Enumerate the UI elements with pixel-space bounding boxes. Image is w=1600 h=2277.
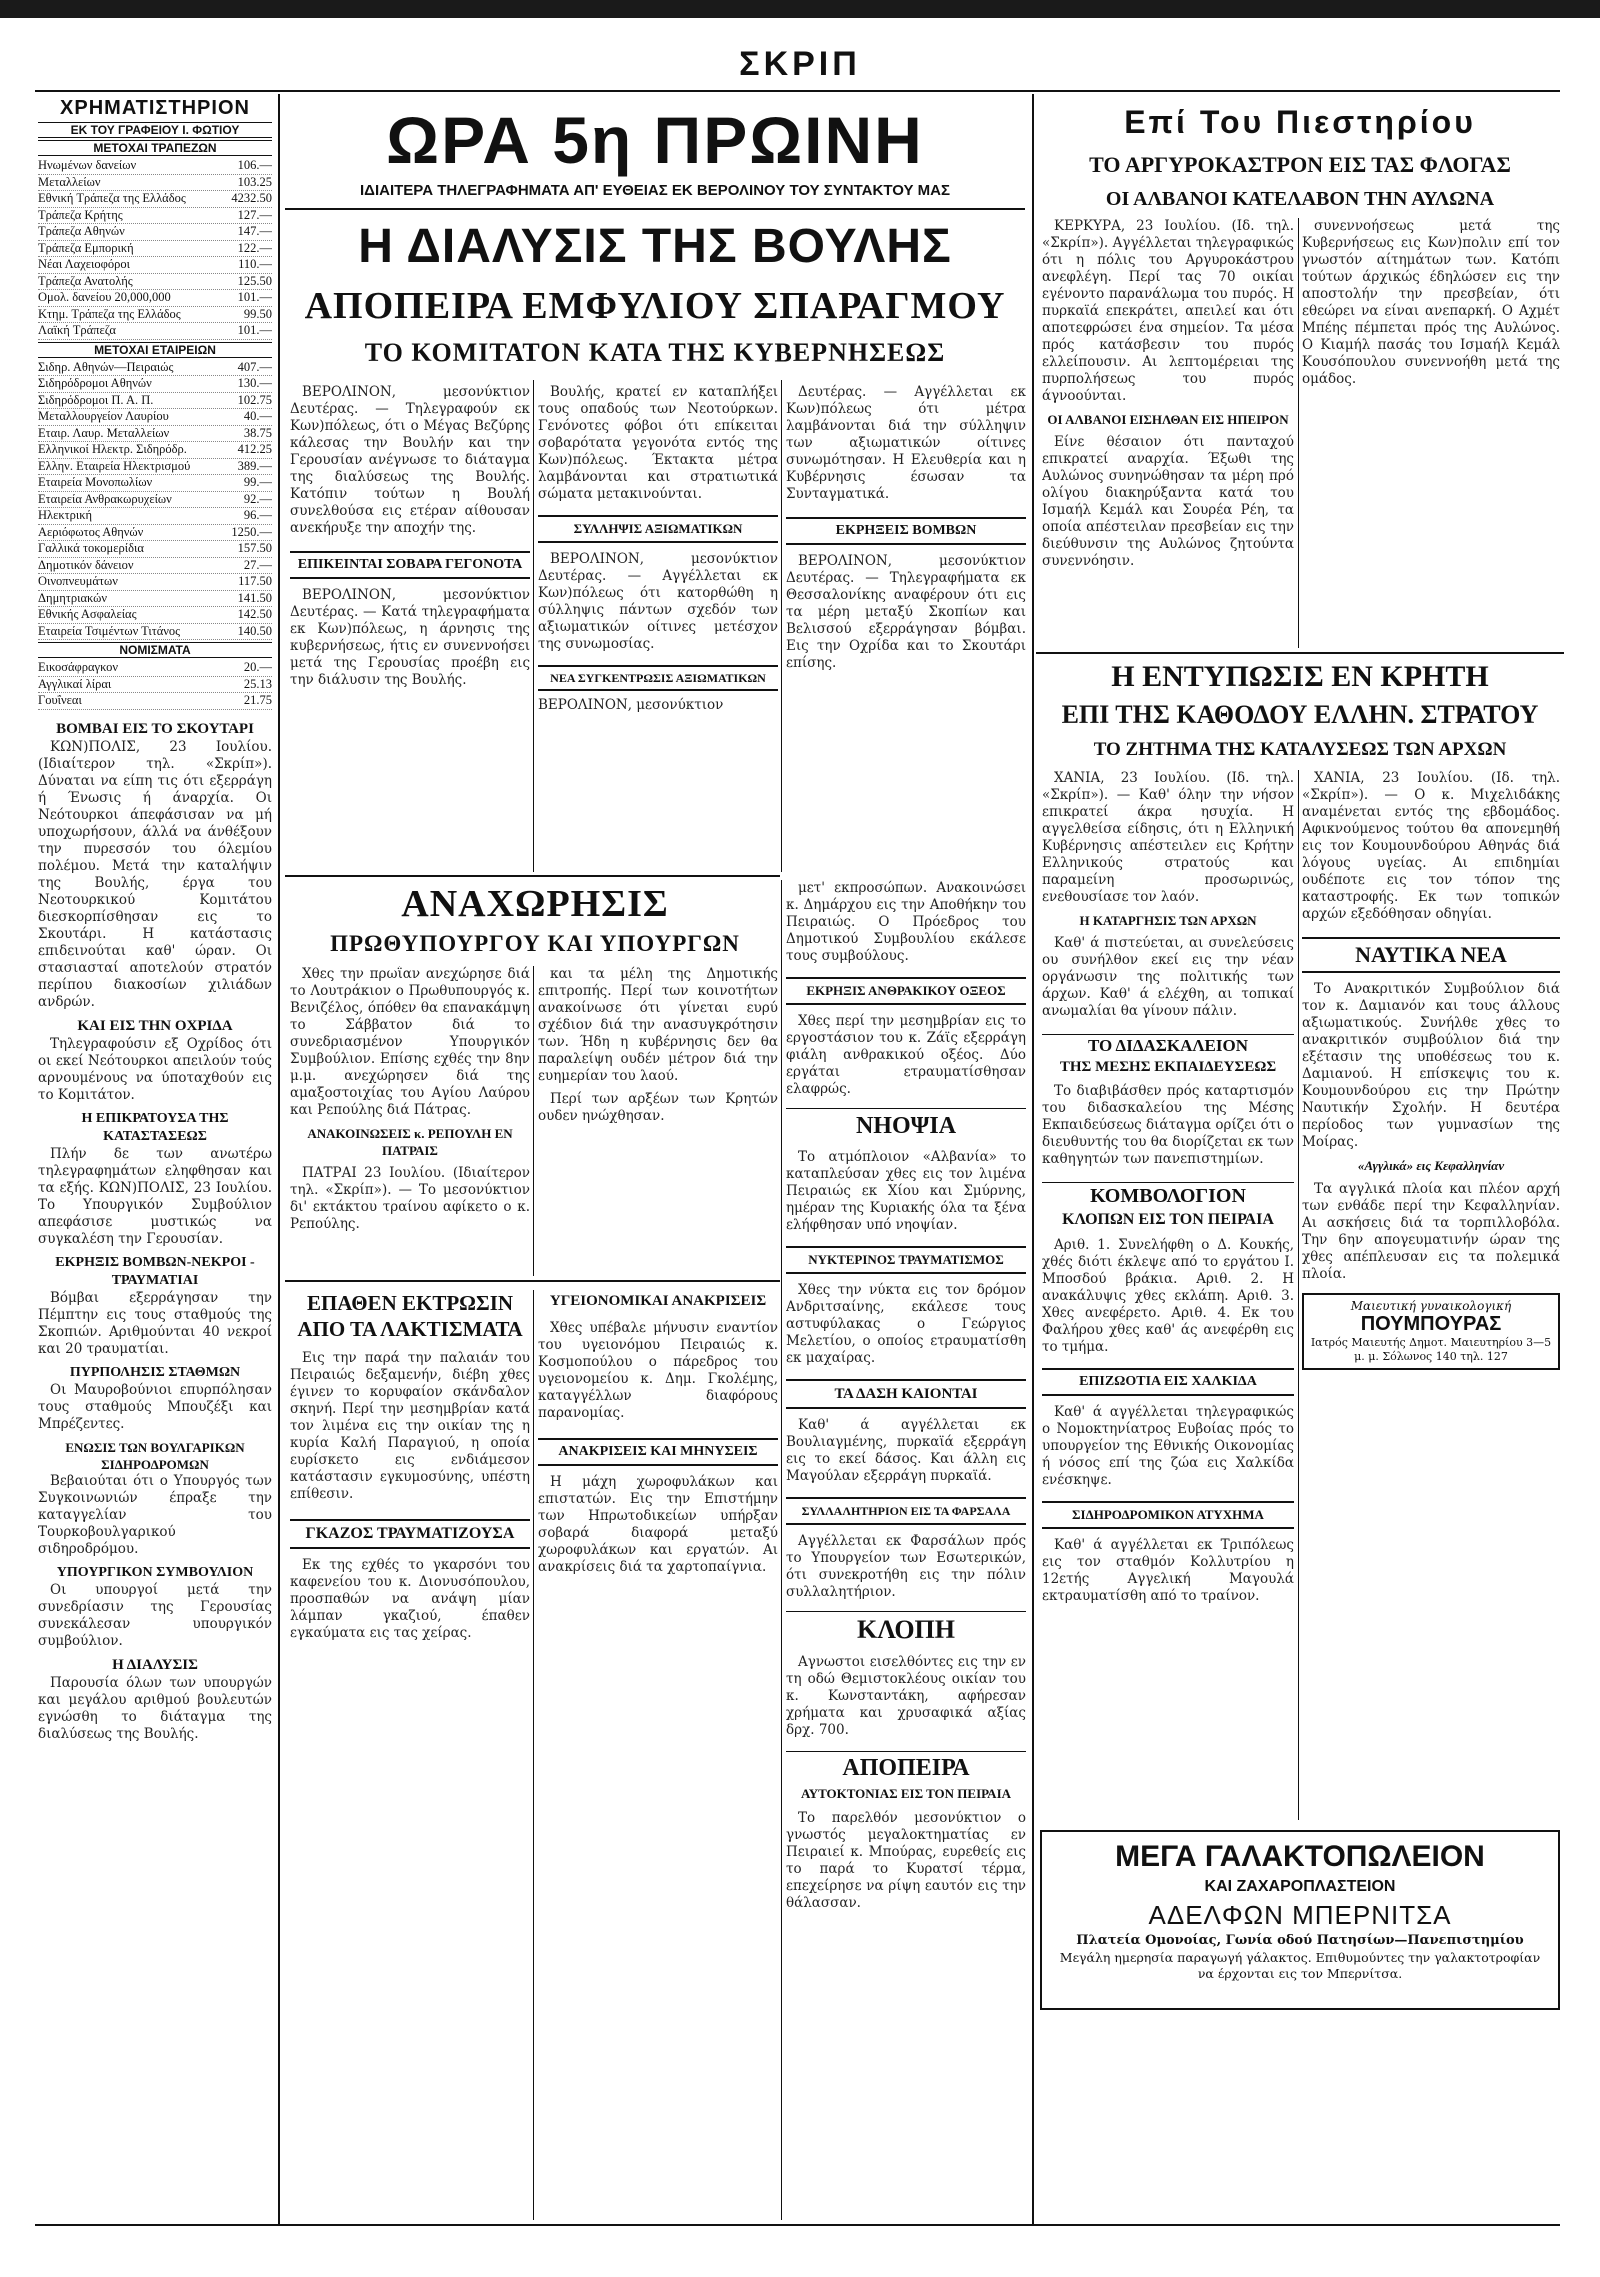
stock-row bbox=[38, 492, 272, 509]
center-col-2 bbox=[538, 384, 778, 872]
stock-row bbox=[38, 442, 272, 459]
stock-name: Μεταλλείων bbox=[38, 174, 101, 189]
albanians-heading: ΟΙ ΑΛΒΑΝΟΙ ΚΑΤΕΛΑΒΟΝ ΤΗΝ ΑΥΛΩΝΑ bbox=[1105, 188, 1495, 210]
col-rule-r2 bbox=[1298, 770, 1299, 1820]
night-injury-heading: ΝΥΚΤΕΡΙΝΟΣ ΤΡΑΥΜΑΤΙΣΜΟΣ bbox=[786, 1246, 1026, 1274]
explosions-text: Βόμβαι εξερράγησαν την Πέμπτην εις τους σταθμούς της Σκοπιών. Αριθμούνται 40 νεκροί και 20 τραυματίαι. bbox=[38, 1289, 272, 1357]
stock-name: Ηνωμένων δανείων bbox=[38, 158, 137, 172]
stock-row bbox=[38, 475, 272, 492]
dairy-ad-text: Μεγάλη ημερησία παραγωγή γάλακτος. Επιθυμούντες την γαλακτοτροφίαν να έρχονται εις τον Μπερνίτσα. bbox=[1059, 1950, 1541, 1981]
stock-price: 1250.— bbox=[231, 524, 272, 539]
stock-name: Δημοτικόν δάνειον bbox=[38, 557, 134, 572]
stock-name: Εθνική Τράπεζα της Ελλάδος bbox=[38, 191, 186, 205]
rosary-heading-2: ΚΛΟΠΩΝ ΕΙΣ ΤΟΝ ΠΕΙΡΑΙΑ bbox=[1062, 1211, 1274, 1228]
stock-row bbox=[38, 360, 272, 377]
masthead-rule bbox=[35, 90, 1560, 92]
masthead-bar bbox=[0, 0, 1600, 18]
stock-name: Σιδηρόδρομοι Αθηνών bbox=[38, 376, 152, 390]
headline-committee: ΤΟ ΚΟΜΙΤΑΤΟΝ ΚΑΤΑ ΤΗΣ ΚΥΒΕΡΝΗΣΕΩΣ bbox=[364, 338, 946, 367]
officers-arrest-heading: ΣΥΛΛΗΨΙΣ ΑΞΙΩΜΑΤΙΚΩΝ bbox=[538, 515, 778, 543]
banks-list bbox=[38, 158, 272, 340]
stock-name: Εικοσάφραγκον bbox=[38, 660, 119, 674]
naval-subheading: «Αγγλικά» εις Κεφαλληνίαν bbox=[1357, 1158, 1505, 1173]
stock-price: 99.50 bbox=[243, 306, 272, 321]
banks-head: ΜΕΤΟΧΑΙ ΤΡΑΠΕΖΩΝ bbox=[38, 140, 272, 156]
stock-price: 127.— bbox=[237, 207, 272, 222]
naval-news-text: Το Ανακριτικόν Συμβούλιον διά τον κ. Δαμιανόν και τους άλλους αξιωματικούς. Συνήλθε χθες το ανακριτικόν συμβούλιον διά την εξέτασιν της υποθέσεως του κ. Δαμιανού. Η επίσκεψις του κ. Κουμουνδούρου εις την Πρώτην Ναυτικήν Σχολήν. Η δευτέρα περίοδος των γυμνασίων της Μοίρας. bbox=[1302, 981, 1560, 1150]
albanians-entered-text: Είνε θέσαιον ότι πανταχού επικρατεί αναρχία. Έξωθι της Αυλώνος συνηνώθησαν τα μέρη πρό ολίγου διακηρύξαντα κατά του Ισμαήλ Κεμάλ και Σουρέα Ρέη, τα οποία απέστειλαν πρεσβείαν εις την διεύθυνσιν της Αυλώνος ζητούντα συνεννόησιν. bbox=[1042, 434, 1294, 569]
lower-center-col-3 bbox=[786, 880, 1026, 2220]
gas-injury-text: Εκ της εχθές το γκαρσόνι του καφενείου του κ. Διονυσόπουλου, προσπαθών να ανάψη μίαν λάμπαν γκαζιού, έπαθεν εγκαύματα εις τας χείρας. bbox=[290, 1557, 530, 1641]
stock-name: Τράπεζα Κρήτης bbox=[38, 207, 123, 222]
night-injury-text: Χθες την νύκτα εις τον δρόμον Ανδριτσαίνης, εκάλεσε τους αστυφύλακας ο Γεώργιος Μελετίου, ο οποίος ετραυματίσθη εκ μαχαίρας. bbox=[786, 1282, 1026, 1366]
epizootic-heading: ΕΠΙΖΩΟΤΙΑ ΕΙΣ ΧΑΛΚΙΔΑ bbox=[1042, 1368, 1294, 1396]
rally-heading: ΣΥΛΛΑΛΗΤΗΡΙΟΝ ΕΙΣ ΤΑ ΦΑΡΣΑΛΑ bbox=[786, 1497, 1026, 1525]
stock-name: Γουΐνεαι bbox=[38, 693, 82, 707]
stock-row bbox=[38, 224, 272, 241]
stock-price: 147.— bbox=[237, 224, 272, 238]
theft-text: Αγνωστοι εισελθόντες εις την εν τη οδώ Θεμιστοκλέους οικίαν του κ. Κωνσταντάκη, αφήρεσαν χρήματα και χρυσαφικά αξίας δρχ. 700. bbox=[786, 1654, 1026, 1738]
rosary-text: Αριθ. 1. Συνελήφθη ο Δ. Κουκής, χθές διότι έκλεψε από το εργάτου Ι. Μποσδού βράκια. Αριθ. 2. Η ανακάλυψις χθες εκλάπη. Αριθ. 3. Χθες ανεφέρετο. Αριθ. 4. Εκ του Φαλήρου χθες καθ' άς ανεφέρθη εις το τμήμα. bbox=[1042, 1237, 1294, 1355]
doctor-ad-address: Ιατρός Μαιευτής Δημοτ. Μαιευτηρίου 3—5 μ. μ. Σόλωνος 140 τηλ. 127 bbox=[1310, 1336, 1552, 1363]
seminary-heading-1: ΤΟ ΔΙΔΑΣΚΑΛΕΙΟΝ bbox=[1042, 1034, 1294, 1057]
stock-price: 130.— bbox=[237, 376, 272, 390]
stations-text: Οι Μαυροβούνιοι επυρπόλησαν τους σταθμούς Μπουζέξι και Μπρέζεντες. bbox=[38, 1381, 272, 1432]
headline-civil-strife: ΑΠΟΠΕΙΡΑ ΕΜΦΥΛΙΟΥ ΣΠΑΡΑΓΜΟΥ bbox=[304, 285, 1006, 327]
masthead-title: ΣΚΡΙΠ bbox=[739, 45, 861, 83]
argyrokastro-heading: ΤΟ ΑΡΓΥΡΟΚΑΣΤΡΟΝ ΕΙΣ ΤΑΣ ΦΛΟΓΑΣ bbox=[1089, 152, 1511, 177]
stock-price: 38.75 bbox=[243, 425, 272, 440]
train-accident-heading: ΣΙΔΗΡΟΔΡΟΜΙΚΟΝ ΑΤΥΧΗΜΑ bbox=[1042, 1501, 1294, 1529]
dairy-ad-subtitle: ΚΑΙ ΖΑΧΑΡΟΠΛΑΣΤΕΙΟΝ bbox=[1204, 1878, 1396, 1895]
lower-center-col-1 bbox=[290, 1290, 530, 2220]
col-rule-c5 bbox=[781, 880, 782, 2220]
fears-text: Βουλής, κρατεί εν καταπλήξει τους οπαδούς των Νεοτούρκων. Γενόνοτες φόβοι ότι επίκειται σοβαρότατα γεγονότα εντός της Κων)πόλεως. Έκτακτα μέτρα λαμβάνονται και στρατιωτικά σώματα μετακινούνται. bbox=[538, 384, 778, 502]
serious-events-heading: ΕΠΙΚΕΙΝΤΑΙ ΣΟΒΑΡΑ ΓΕΓΟΝΟΤΑ bbox=[290, 551, 530, 579]
stock-name: Εθνικής Ασφαλείας bbox=[38, 607, 137, 621]
crete-col-2 bbox=[1302, 770, 1560, 1820]
dairy-ad-title: ΜΕΓΑ ΓΑΛΑΚΤΟΠΩΛΕΙΟΝ bbox=[1115, 1840, 1485, 1873]
situation-heading: Η ΕΠΙΚΡΑΤΟΥΣΑ ΤΗΣ ΚΑΤΑΣΤΑΣΕΩΣ bbox=[81, 1110, 229, 1144]
stock-name: Τράπεζα Ανατολής bbox=[38, 273, 133, 288]
stock-row bbox=[38, 426, 272, 443]
stock-price: 101.— bbox=[237, 323, 272, 337]
stock-name: Νέαι Λαχειοφόροι bbox=[38, 257, 130, 271]
doctor-ad-name: ΠΟΥΜΠΟΥΡΑΣ bbox=[1360, 1313, 1502, 1335]
exchange-title: ΧΡΗΜΑΤΙΣΤΗΡΙΟΝ bbox=[60, 97, 250, 119]
stock-price: 99.— bbox=[243, 475, 272, 489]
stock-price: 102.75 bbox=[237, 392, 272, 407]
departures-col-2 bbox=[538, 966, 778, 1276]
center-col-1 bbox=[290, 384, 530, 872]
explosion-acid-text: Χθες περί την μεσημβρίαν εις το εργοστάσιον του κ. Ζάϊς εξερράγη φιάλη ανθρακικού οξέος. Δύο εργάται ετραυματίσθησαν ελαφρώς. bbox=[786, 1013, 1026, 1097]
serious-events-text: ΒΕΡΟΛΙΝΟΝ, μεσονύκτιον Δευτέρας. — Κατά τηλεγραφήματα εκ Κων)πόλεως, η άρνησις της κυβερνήσεως, ήτις εν συνεννοήσει μετά της Γερουσίας προέβη εις την διάλυσιν της Βουλής. bbox=[290, 587, 530, 688]
departures-text: Χθες την πρωΐαν ανεχώρησε διά το Λουτράκιον ο Πρωθυπουργός κ. Βενιζέλος, όπόθεν θα επανακάμψη το Σάββατον διά το συνεδριασμένον Υπουργικόν Συμβούλιον. Επίσης εχθές την 8ην μ.μ. ανεχώρησεν διά της αμαξοστοιχίας του Αγίου Λαύρου και Ρεπούλης διά Πάτρας. bbox=[290, 966, 530, 1118]
stock-name: Εταιρεία Μονοπωλίων bbox=[38, 475, 153, 489]
crete-heading-1: Η ΕΝΤΥΠΩΣΙΣ ΕΝ ΚΡΗΤΗ bbox=[1111, 660, 1489, 693]
forest-fire-heading: ΤΑ ΔΑΣΗ ΚΑΙΟΝΤΑΙ bbox=[786, 1379, 1026, 1409]
stock-price: 122.— bbox=[237, 240, 272, 255]
new-gathering-text: ΒΕΡΟΛΙΝΟΝ, μεσονύκτιον bbox=[538, 697, 724, 713]
stock-price: 103.25 bbox=[237, 174, 272, 189]
companies-head: ΜΕΤΟΧΑΙ ΕΤΑΙΡΕΙΩΝ bbox=[38, 342, 272, 358]
stock-price: 4232.50 bbox=[231, 191, 272, 205]
companies-list bbox=[38, 360, 272, 641]
stock-row bbox=[38, 660, 272, 677]
crete-text: ΧΑΝΙΑ, 23 Ιουλίου. (Ιδ. τηλ. «Σκρίπ»). — Καθ' όλην την νήσον επικρατεί άκρα ησυχία. Η αγγελθείσα είδησις, ότι η Ελληνική Κυβέρνησις απέστειλεν εις Κρήτην Ελληνικούς στρατούς και παραμείνη προσωρινώς, ενεθουσίασε τον λαόν. bbox=[1042, 770, 1294, 905]
doctor-ad bbox=[1302, 1293, 1560, 1370]
stock-row bbox=[38, 323, 272, 340]
stock-row bbox=[38, 624, 272, 641]
stock-row bbox=[38, 607, 272, 624]
stock-name: Ηλεκτρική bbox=[38, 508, 93, 522]
stock-price: 142.50 bbox=[237, 607, 272, 621]
stock-name: Λαϊκή Τράπεζα bbox=[38, 323, 116, 337]
dairy-ad-address: Πλατεία Ομονοίας, Γωνία οδού Πατησίων—Πανεπιστημίου bbox=[1076, 1933, 1524, 1948]
stock-row bbox=[38, 693, 272, 710]
stock-name: Τράπεζα Αθηνών bbox=[38, 224, 125, 238]
bombs-heading: ΕΚΡΗΞΕΙΣ ΒΟΜΒΩΝ bbox=[786, 517, 1026, 545]
argyrokastro-text-2: συνεννοήσεως μετά της Κυβερνήσεως εις Κων)πολιν επί τον γνωστόν αίτημάτων των. Κατόπι τούτων άρχικώς έδηλώσεν εις την αποστολήν την πρεσβείαν, ότι εθεώρει να είναι ανεπαρκή. Ο Αχμέτ Μπέης πέμπεται πρός της Αυλώνος. Ο Κιαμήλ πασάς του Ισμαήλ Κεμάλ Κουσόπουλου συνεννοήθη μετά της ομάδος. bbox=[1302, 218, 1560, 387]
train-accident-text: Καθ' ά αγγέλλεται εκ Τριπόλεως εις τον σταθμόν Κολλυτρίου η 12ετής Αγγελική Μαγουλά εκτραυματίσθη από το τραίνον. bbox=[1042, 1537, 1294, 1604]
page-bottom-rule bbox=[35, 2224, 1560, 2226]
officers-arrest-text: ΒΕΡΟΛΙΝΟΝ, μεσονύκτιον Δευτέρας. — Αγγέλλεται εκ Κων)πόλεως ότι κατορθώθη η σύλληψις πάντων σχεδόν των αξιωματικών οίτινες μετέσχον της συνωμοσίας. bbox=[538, 551, 778, 652]
stock-price: 92.— bbox=[243, 491, 272, 506]
ship-search-text: Το ατμόπλοιον «Αλβανία» το καταπλεύσαν χθες εις τον λιμένα Πειραιώς εκ Χίου και Σμύρνης, ημέραν της Κυριακής όλα τα ξένα ελήφθησαν υπό νηοψίαν. bbox=[786, 1149, 1026, 1233]
stock-name: Εταιρεία Ανθρακωρυχείων bbox=[38, 491, 172, 506]
dissolution-heading: Η ΔΙΑΛΥΣΙΣ bbox=[112, 1656, 198, 1673]
money-list bbox=[38, 660, 272, 710]
repoulis-heading: ΑΝΑΚΟΙΝΩΣΕΙΣ κ. ΡΕΠΟΥΛΗ ΕΝ ΠΑΤΡΑΙΣ bbox=[307, 1126, 513, 1158]
argyrokastro-text: ΚΕΡΚΥΡΑ, 23 Ιουλίου. (Ιδ. τηλ. «Σκρίπ»). Αγγέλλεται τηλεγραφικώς ότι η πόλις του Αργυροκάστρου ανεφλέγη. Περί τας 70 οικίαι εγένοντο παρανάλωμα του πυρός. Η πυρκαϊά επεκράτει, απειλεί και ότι αποτεφρώσει ένα σημείον. Τα μέσα πρός κατάσβεσιν του πυρός ελλείπουσιν. Αι λεπτομέρειαι της πυρπολήσεως του πυρός άγνοούνται. bbox=[1042, 218, 1294, 404]
stock-row bbox=[38, 274, 272, 291]
stock-row bbox=[38, 376, 272, 393]
attempt-heading-2: ΑΥΤΟΚΤΟΝΙΑΣ ΕΙΣ ΤΟΝ ΠΕΙΡΑΙΑ bbox=[800, 1786, 1012, 1801]
rally-text: Αγγέλλεται εκ Φαρσάλων πρός το Υπουργείον των Εσωτερικών, ότι συνεκροτήθη εις την πόλιν συλλαλητήριον. bbox=[786, 1533, 1026, 1600]
col-rule-c1 bbox=[533, 380, 534, 872]
crete-heading-2: ΕΠΙ ΤΗΣ ΚΑΘΟΔΟΥ ΕΛΛΗΝ. ΣΤΡΑΤΟΥ bbox=[1061, 700, 1539, 729]
stock-price: 412.25 bbox=[237, 442, 272, 456]
money-head: ΝΟΜΙΣΜΑΤΑ bbox=[38, 642, 272, 658]
stock-price: 110.— bbox=[238, 257, 272, 271]
stock-price: 27.— bbox=[243, 557, 272, 572]
stock-price: 106.— bbox=[237, 158, 272, 172]
stock-row bbox=[38, 591, 272, 608]
stock-row bbox=[38, 257, 272, 274]
stock-price: 25.13 bbox=[243, 676, 272, 691]
col-rule-c4 bbox=[533, 1290, 534, 2220]
forest-fire-text: Καθ' ά αγγέλλεται εκ Βουλιαγμένης, πυρκαϊά εξερράγη εις το εκεί δάσος. Και άλλη εις Μαγούλαν εξερράγη πυρκαϊά. bbox=[786, 1417, 1026, 1484]
ochrida-heading: ΚΑΙ ΕΙΣ ΤΗΝ ΟΧΡΙΔΑ bbox=[77, 1017, 233, 1034]
departures-title: ΑΝΑΧΩΡΗΣΙΣ bbox=[401, 883, 669, 925]
attempt-heading-1: ΑΠΟΠΕΙΡΑ bbox=[786, 1751, 1026, 1784]
stock-name: Ελληνικοί Ηλεκτρ. Σιδηρόδρ. bbox=[38, 442, 187, 456]
anax-bottom-rule bbox=[285, 1280, 780, 1282]
situation-text: Πλήν δε των ανωτέρω τηλεγραφημάτων εληφθησαν και τα εξής. ΚΩΝ)ΠΟΛΙΣ, 23 Ιουλίου. Το Υπουργικόν Συμβούλιον απεφάσισε μυστικώς να συγκαλέση την Γερουσίαν. bbox=[38, 1145, 272, 1247]
stock-name: Αγγλικαί λίραι bbox=[38, 676, 112, 691]
explosion-acid-heading: ΕΚΡΗΞΙΣ ΑΝΘΡΑΚΙΚΟΥ ΟΞΕΟΣ bbox=[786, 977, 1026, 1005]
stock-price: 40.— bbox=[243, 409, 272, 423]
stock-name: Σιδηρ. Αθηνών—Πειραιώς bbox=[38, 359, 174, 374]
stock-row bbox=[38, 191, 272, 208]
stock-price: 407.— bbox=[237, 359, 272, 374]
left-column bbox=[38, 96, 272, 2221]
stock-row bbox=[38, 158, 272, 175]
stock-name: Εταιρεία Τσιμέντων Τιτάνος bbox=[38, 623, 181, 638]
stock-name: Εταιρ. Λαυρ. Μεταλλείων bbox=[38, 425, 170, 440]
stock-price: 389.— bbox=[237, 458, 272, 473]
crete-heading-3: ΤΟ ΖΗΤΗΜΑ ΤΗΣ ΚΑΤΑΛΥΣΕΩΣ ΤΩΝ ΑΡΧΩΝ bbox=[1093, 739, 1507, 760]
stock-name: Ελλην. Εταιρεία Ηλεκτρισμού bbox=[38, 458, 191, 473]
inquiries-text: Η μάχη χωροφυλάκων και επιστατών. Εις την Επιστήμην των Ηπρωτοδικείων υπήρξαν σοβαρά διαφορά μεταξύ χωροφυλάκων και εργατών. Αι ανακρίσεις διά τα χαρτοπαίγνια. bbox=[538, 1474, 778, 1575]
stock-price: 117.50 bbox=[238, 574, 272, 588]
stock-price: 21.75 bbox=[243, 693, 272, 707]
naval-news-heading: ΝΑΥΤΙΚΑ ΝΕΑ bbox=[1302, 937, 1560, 973]
crete-col-1 bbox=[1042, 770, 1294, 1820]
dissolution-text: Παρουσία όλων των υπουργών και μεγάλου αριθμού βουλευτών εγνώσθη το διάταγμα της διαλύσεως της Βουλής. bbox=[38, 1674, 272, 1742]
seminary-heading-2: ΤΗΣ ΜΕΣΗΣ ΕΚΠΑΙΔΕΥΣΕΩΣ bbox=[1059, 1059, 1277, 1075]
stock-name: Μεταλλουργείον Λαυρίου bbox=[38, 409, 169, 423]
col-rule-c2 bbox=[781, 380, 782, 872]
stock-name: Αεριόφωτος Αθηνών bbox=[38, 524, 144, 539]
right-top-col-1 bbox=[1042, 218, 1294, 648]
scutari-heading: ΒΟΜΒΑΙ ΕΙΣ ΤΟ ΣΚΟΥΤΑΡΙ bbox=[56, 720, 254, 737]
authorities-heading: Η ΚΑΤΑΡΓΗΣΙΣ ΤΩΝ ΑΡΧΩΝ bbox=[1079, 913, 1257, 928]
stock-name: Κτημ. Τράπεζα της Ελλάδος bbox=[38, 306, 181, 321]
col-rule-r1 bbox=[1298, 218, 1299, 648]
stock-row bbox=[38, 508, 272, 525]
banner-subtitle: ΙΔΙΑΙΤΕΡΑ ΤΗΛΕΓΡΑΦΗΜΑΤΑ ΑΠ' ΕΥΘΕΙΑΣ ΕΚ ΒΕΡΟΛΙΝΟΥ ΤΟΥ ΣΥΝΤΑΚΤΟΥ ΜΑΣ bbox=[360, 182, 950, 199]
new-gathering-heading: ΝΕΑ ΣΥΓΚΕΝΤΡΩΣΙΣ ΑΞΙΩΜΑΤΙΚΩΝ bbox=[538, 665, 778, 691]
stock-price: 20.— bbox=[243, 660, 272, 674]
crete-text-2: ΧΑΝΙΑ, 23 Ιουλίου. (Ιδ. τηλ. «Σκρίπ»). — Ο κ. Μιχελιδάκης αναμένεται εντός της εβδομάδος. Αφικνούμενος τούτου θα απονεμηθή εις τον Κουμουνδούρου Αθηνάς διά λόγους υγείας. Αι επιδημίαι ουδέποτε εις τον τόπον της καταστροφής. Εκ των τοπικών αρχών εξεδόθησαν οδηγίαι. bbox=[1302, 770, 1560, 922]
stock-price: 96.— bbox=[243, 508, 272, 522]
rosary-heading-1: ΚΟΜΒΟΛΟΓΙΟΝ bbox=[1042, 1182, 1294, 1209]
stock-row bbox=[38, 459, 272, 476]
ochrida-text: Τηλεγραφούσιν εξ Οχρίδος ότι οι εκεί Νεότουρκοι απειλούν τούς αρνουμένους να ύποταχθούν εις το Κομιτάτον. bbox=[38, 1035, 272, 1103]
col-rule-2 bbox=[1032, 94, 1034, 2224]
dairy-ad bbox=[1040, 1830, 1560, 2010]
stock-row bbox=[38, 409, 272, 426]
bombs-text: ΒΕΡΟΛΙΝΟΝ, μεσονύκτιον Δευτέρας. — Τηλεγραφήματα εκ Θεσσαλονίκης αναφέρουν ότι εις τα μέρη μεταξύ Σκοπίων και Βελισσού εξερράγησαν βόμβαι. Εις την Οχρίδα και το Σκουτάρι επίσης. bbox=[786, 553, 1026, 671]
press-heading: Επί Του Πιεστηρίου bbox=[1124, 104, 1476, 140]
stock-row bbox=[38, 175, 272, 192]
repoulis-text: ΠΑΤΡΑΙ 23 Ιουλίου. (Ιδιαίτερον τηλ. «Σκρίπ»). — Το μεσονύκτιον δι' εκτάκτου τραίνου αφίκετο ο κ. Ρεπούλης. bbox=[290, 1165, 530, 1232]
stock-row bbox=[38, 208, 272, 225]
stock-name: Τράπεζα Εμπορική bbox=[38, 240, 134, 255]
stock-name: Δημητριακών bbox=[38, 590, 108, 605]
explosions-heading: ΕΚΡΗΞΙΣ ΒΟΜΒΩΝ-ΝΕΚΡΟΙ - ΤΡΑΥΜΑΤΙΑΙ bbox=[55, 1254, 255, 1288]
theft-heading: ΚΛΟΠΗ bbox=[786, 1611, 1026, 1648]
stock-row bbox=[38, 558, 272, 575]
ship-search-heading: ΝΗΟΨΙΑ bbox=[786, 1108, 1026, 1143]
health-inquiries-heading: ΥΓΕΙΟΝΟΜΙΚΑΙ ΑΝΑΚΡΙΣΕΙΣ bbox=[549, 1293, 767, 1309]
departures-col-1 bbox=[290, 966, 530, 1276]
crete-top-rule bbox=[1036, 652, 1564, 654]
stock-row bbox=[38, 541, 272, 558]
headline-dissolution: Η ΔΙΑΛΥΣΙΣ ΤΗΣ ΒΟΥΛΗΣ bbox=[358, 220, 952, 273]
stock-price: 140.50 bbox=[237, 623, 272, 638]
seminary-text: Το διαβιβάσθεν πρός καταρτισμόν του διδασκαλείου της Μέσης Εκπαιδεύσεως διάταγμα ορίζει ότι ο διευθυντής του θα διορίζεται εκ των καθηγητών των πανεπιστημίων. bbox=[1042, 1083, 1294, 1167]
attempt-text: Το παρελθόν μεσονύκτιον ο γνωστός μεγαλοκτηματίας εν Πειραιεί κ. Μπούρας, ευρεθείς εις το παρά το Κυρατσί τέρμα, επεχείρησε να ρίψη εαυτόν εις την θάλασσαν. bbox=[786, 1810, 1026, 1911]
stock-row bbox=[38, 241, 272, 258]
stock-name: Γαλλικά τοκομερίδια bbox=[38, 541, 144, 555]
stock-row bbox=[38, 525, 272, 542]
stations-heading: ΠΥΡΠΟΛΗΣΙΣ ΣΤΑΘΜΩΝ bbox=[69, 1364, 241, 1380]
rail-text: Βεβαιούται ότι ο Υπουργός των Συγκοινωνιών έπραξε την καταγγελίαν του Τουρκοβουλγαρικού σιδηροδρόμου. bbox=[38, 1472, 272, 1557]
stock-name: Οινοπνευμάτων bbox=[38, 574, 118, 588]
stock-row bbox=[38, 307, 272, 324]
col-rule-c3 bbox=[533, 966, 534, 1276]
lower-center-col-2 bbox=[538, 1290, 778, 2220]
doctor-ad-kind: Μαιευτική γυναικολογική bbox=[1350, 1299, 1512, 1313]
rail-heading: ΕΝΩΣΙΣ ΤΩΝ ΒΟΥΛΓΑΡΙΚΩΝ ΣΙΔΗΡΟΔΡΟΜΩΝ bbox=[65, 1439, 245, 1472]
stock-row bbox=[38, 393, 272, 410]
stock-row bbox=[38, 574, 272, 591]
stock-name: Σιδηρόδρομοι Π. Α. Π. bbox=[38, 392, 154, 407]
right-top-col-2 bbox=[1302, 218, 1560, 648]
col-rule-1 bbox=[278, 94, 280, 2224]
stock-row bbox=[38, 290, 272, 307]
banner-rule bbox=[285, 208, 1025, 210]
departures-text-2: και τα μέλη της Δημοτικής επιτροπής. Περί των κοινοτήτων ανακοίνωσε ότι γίνεται ευρύ σχέδιον διά την ανασυγκρότησιν των. Ήδη η κυβέρνησις δεν θα παραλείψη ουδέν μέτρον διά την ευημερίαν του λαού. bbox=[538, 966, 778, 1084]
departures-subtitle: ΠΡΩΘΥΠΟΥΡΓΟΥ ΚΑΙ ΥΠΟΥΡΓΩΝ bbox=[330, 931, 740, 956]
stock-price: 157.50 bbox=[237, 541, 272, 555]
miscarriage-text: Εις την παρά την παλαιάν του Πειραιώς δεξαμενήν, διέβη χθες έγινεν το κορυφαίον σκάνδαλον σκηνή. Περί την μεσημβρίαν κατά τον λιμένα εις την οικίαν της η κυρία Καλή Παραγιού, η οποία ευρίσκετο εις ενδιάμεσον κατάστασιν εγκυμοσύνης, υπέστη επίθεσιν. bbox=[290, 1350, 530, 1502]
dissolution-report-text: ΒΕΡΟΛΙΝΟΝ, μεσονύκτιον Δευτέρας. — Τηλεγραφούν εκ Κων)πόλεως, ότι ο Μέγας Βεζύρης κάλεσας την Βουλήν και την Γερουσίαν ανέγνωσε το διάταγμα της διαλύσεως της Βουλής. Κατόπιν τούτων η Βουλή συνελθούσα εις ετέραν αίθουσαν ανεκήρυξε την αποχήν της. bbox=[290, 384, 530, 536]
miscarriage-heading-1: ΕΠΑΘΕΝ ΕΚΤΡΩΣΙΝ bbox=[306, 1291, 514, 1315]
gas-injury-heading: ΓΚΑΖΟΣ ΤΡΑΥΜΑΤΙΖΟΥΣΑ bbox=[290, 1519, 530, 1549]
scutari-text: ΚΩΝ)ΠΟΛΙΣ, 23 Ιουλίου. (Ιδιαίτερον τηλ. «Σκρίπ»). Δύναται να είπη τις ότι εξερράγη ή Ένωσις ή άναρχία. Οι Νεότουρκοι άπεφάσισαν να μή υποχωρήσουν, άλλά να άνθέξουν την πυρεσσόν του όλεμίου πολέμου. Μετά την καταλήψιν της Βουλής, έργα του Νεοτουρκικού Κομιτάτου διεσκορπίσθησαν εις το Σκουτάρι. Η κατάστασις επιδεινούται καθ' ώραν. Οι στασιασταί αποτελούν στρατόν περίπου διακοσίων χιλιάδων ανδρών. bbox=[38, 738, 272, 1010]
health-inquiries-text: Χθες υπέβαλε μήνυσιν εναντίον του υγειονόμου Πειραιώς κ. Κοσμοπούλου ο πάρεδρος του υγειονομείου κ. Δημ. Γκολέμης, καταγγέλλων διαφόρους παρανομίας. bbox=[538, 1320, 778, 1421]
stock-price: 141.50 bbox=[237, 590, 272, 605]
council-heading: ΥΠΟΥΡΓΙΚΟΝ ΣΥΜΒΟΥΛΙΟΝ bbox=[56, 1564, 254, 1580]
inquiries-heading: ΑΝΑΚΡΙΣΕΙΣ ΚΑΙ ΜΗΝΥΣΕΙΣ bbox=[538, 1438, 778, 1466]
stock-price: 101.— bbox=[237, 290, 272, 304]
dairy-ad-owners: ΑΔΕΛΦΩΝ ΜΠΕΡΝΙΤΣΑ bbox=[1148, 1900, 1452, 1930]
departures-text-3: Περί των αρξέων των Κρητών ουδεν ηνώχθησαν. bbox=[538, 1091, 778, 1124]
exchange-subtitle: ΕΚ ΤΟΥ ΓΡΑΦΕΙΟΥ Ι. ΦΩΤΙΟΥ bbox=[38, 122, 272, 138]
stock-row bbox=[38, 677, 272, 694]
banner: ΩΡΑ 5η ΠΡΩΙΝΗ bbox=[386, 103, 924, 177]
stock-price: 125.50 bbox=[237, 273, 272, 288]
council-text: Οι υπουργοί μετά την συνεδρίασιν της Γερουσίας συνεκάλεσαν υπουργικόν συμβούλιον. bbox=[38, 1581, 272, 1649]
center-col-3 bbox=[786, 384, 1026, 872]
council-notice-text: μετ' εκπροσώπων. Ανακοινώσει κ. Δημάρχου εις την Αποθήκην του Πειραιώς. Ο Πρόεδρος του Δημοτικού Συμβουλίου εκάλεσε τους συμβούλους. bbox=[786, 880, 1026, 964]
miscarriage-heading-2: ΑΠΟ ΤΑ ΛΑΚΤΙΣΜΑΤΑ bbox=[297, 1317, 523, 1341]
authorities-text: Καθ' ά πιστεύεται, αι συνελεύσεις ου συνήλθον εκεί εις την νέαν οργάνωσιν της πολιτικής των άρχων. Καθ' ά ελέχθη, αι τοπικαί ανωμαλίαι θα γίνουν πάλιν. bbox=[1042, 935, 1294, 1019]
measures-text: Δευτέρας. — Αγγέλλεται εκ Κων)πόλεως ότι μέτρα λαμβάνονται διά την σύλληψιν των αξιωματικών οίτινες συνωμότησαν. Η Ελευθερία και η Κυβέρνησις έσωσαν τα Συνταγματικά. bbox=[786, 384, 1026, 502]
epizootic-text: Καθ' ά αγγέλλεται τηλεγραφικώς ο Νομοκτηνίατρος Ευβοίας πρός το υπουργείον της Εθνικής Οικονομίας ή νόσος επί της ζώα εις Χαλκίδα ενέσκηψε. bbox=[1042, 1404, 1294, 1488]
anax-top-rule bbox=[285, 875, 780, 877]
stock-name: Ομολ. δανείου 20,000,000 bbox=[38, 290, 171, 304]
albanians-entered-heading: ΟΙ ΑΛΒΑΝΟΙ ΕΙΣΗΛΘΑΝ ΕΙΣ ΗΠΕΙΡΟΝ bbox=[1047, 412, 1289, 427]
naval-news-text-2: Τα αγγλικά πλοία και πλέον αρχή των ενθάδε περί την Κεφαλληνίαν. Αι ασκήσεις διά τα τορπιλλοβόλα. Την 6ην απογευματινήν ώραν της χθες απέπλευσαν εις τα πολεμικά πλοία. bbox=[1302, 1181, 1560, 1282]
